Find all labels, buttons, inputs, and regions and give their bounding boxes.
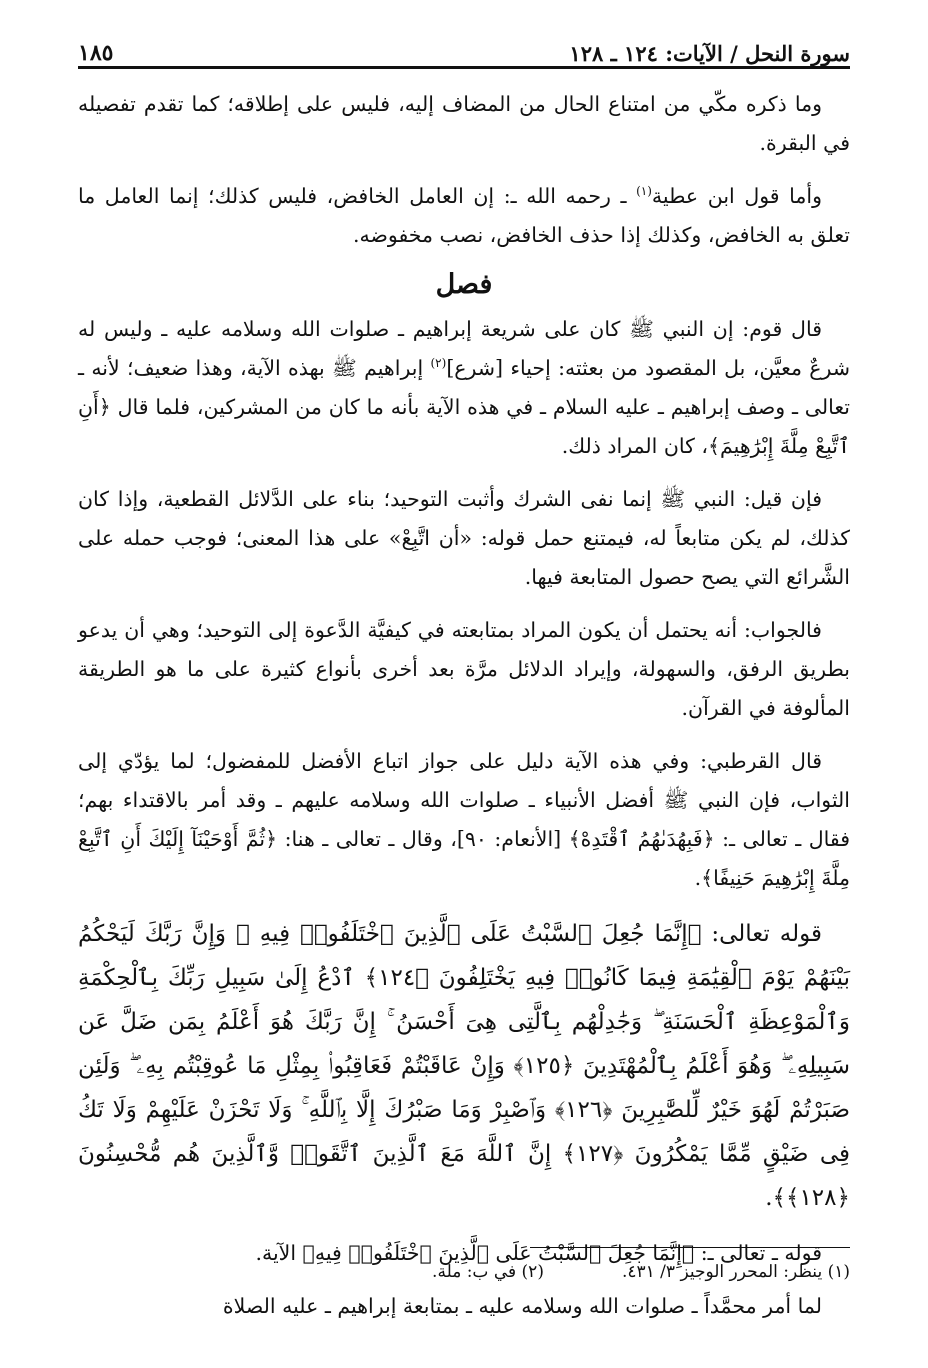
paragraph bbox=[78, 177, 850, 255]
footnote-2: (٢) في ب: ملة. bbox=[432, 1262, 544, 1282]
paragraph: قوله ـ تعالى ـ: ﴿إِنَّمَا جُعِلَ ٱلسَّبْتُ عَلَى ٱلَّذِينَ ٱخْتَلَفُوا۟ فِيهِ﴾ الآية. bbox=[255, 1241, 822, 1265]
quran-verses: قوله تعالى: ﴿إِنَّمَا جُعِلَ ٱلسَّبْتُ عَلَى ٱلَّذِينَ ٱخْتَلَفُوا۟ فِيهِ ۚ وَإِنَّ رَبَّكَ لَيَحْكُمُ بَيْنَهُمْ يَوْمَ ٱلْقِيَٰمَةِ فِيمَا كَانُوا۟ فِيهِ يَخْتَلِفُونَ ﴿١٢٤﴾ ٱدْعُ إِلَىٰ سَبِيلِ رَبِّكَ بِٱلْحِكْمَةِ وَٱلْمَوْعِظَةِ ٱلْحَسَنَةِ ۖ وَجَٰدِلْهُم بِٱلَّتِى هِىَ أَحْسَنُ ۚ إِنَّ رَبَّكَ هُوَ أَعْلَمُ بِمَن ضَلَّ عَن سَبِيلِهِۦ ۖ وَهُوَ أَعْلَمُ بِٱلْمُهْتَدِينَ ﴿١٢٥﴾ وَإِنْ عَاقَبْتُمْ فَعَاقِبُوا۟ بِمِثْلِ مَا عُوقِبْتُم بِهِۦ ۖ وَلَئِن صَبَرْتُمْ لَهُوَ خَيْرٌ لِّلصَّٰبِرِينَ ﴿١٢٦﴾ وَٱصْبِرْ وَمَا صَبْرُكَ إِلَّا بِٱللَّهِ ۚ وَلَا تَحْزَنْ عَلَيْهِمْ وَلَا تَكُ فِى ضَيْقٍ مِّمَّا يَمْكُرُونَ ﴿١٢٧﴾ إِنَّ ٱللَّهَ مَعَ ٱلَّذِينَ ٱتَّقَوا۟ وَّٱلَّذِينَ هُم مُّحْسِنُونَ ﴿١٢٨﴾﴾. bbox=[78, 921, 850, 1211]
page-number: ١٨٥ bbox=[78, 40, 114, 66]
section-heading: فصل bbox=[435, 269, 493, 300]
paragraph: فإن قيل: النبي ﷺ إنما نفى الشرك وأثبت التوحيد؛ بناء على الدَّلائل القطعية، وإذا كان كذلك، لم يكن متابعاً له، فيمتنع حمل قوله: «أن اتَّبِعْ» على هذا المعنى؛ فوجب حمله على الشَّرائع التي يصح حصول المتابعة فيها. bbox=[78, 487, 850, 589]
page-body bbox=[78, 85, 850, 1326]
paragraph: قال القرطبي: وفي هذه الآية دليل على جواز اتباع الأفضل للمفضول؛ لما يؤدّي إلى الثواب، فإن النبي ﷺ أفضل الأنبياء ـ صلوات الله وسلامه عليهم ـ وقد أمر بالاقتداء بهم؛ فقال ـ تعالى ـ: ﴿فَبِهُدَىٰهُمُ ٱقْتَدِهْ﴾ [الأنعام: ٩٠]، وقال ـ تعالى ـ هنا: ﴿ثُمَّ أَوْحَيْنَآ إِلَيْكَ أَنِ ٱتَّبِعْ مِلَّةَ إِبْرَٰهِيمَ حَنِيفًا﴾. bbox=[78, 749, 851, 890]
paragraph-text: ـ رحمه الله ـ: إن العامل الخافض، فليس كذلك؛ إنما العامل ما تعلق به الخافض، وكذلك إذا حذف الخافض، نصب مخفوضه. bbox=[78, 184, 850, 247]
footnote-ref: (١) bbox=[636, 184, 652, 199]
paragraph-text: وأما قول ابن عطية bbox=[651, 184, 823, 208]
footnote-row bbox=[78, 1262, 850, 1282]
paragraph bbox=[78, 310, 850, 466]
footnote-divider bbox=[530, 1247, 850, 1248]
paragraph-text: إبراهيم ﷺ بهذه الآية، وهذا ضعيف؛ لأنه ـ تعالى ـ وصف إبراهيم ـ عليه السلام ـ في هذه الآية بأنه ما كان من المشركين، فلما قال ﴿أَنِ ٱتَّبِعْ مِلَّةَ إِبْرَٰهِيمَ﴾، كان المراد ذلك. bbox=[78, 356, 850, 458]
paragraph: فالجواب: أنه يحتمل أن يكون المراد بمتابعته في كيفيَّة الدَّعوة إلى التوحيد؛ وهي أن يدعو بطريق الرفق، والسهولة، وإيراد الدلائل مرَّة بعد أخرى بأنواع كثيرة على ما هو الطريقة المألوفة في القرآن. bbox=[78, 618, 850, 720]
paragraph: لما أمر محمَّداً ـ صلوات الله وسلامه عليه ـ بمتابعة إبراهيم ـ عليه الصلاة bbox=[222, 1294, 822, 1318]
paragraph-text: قال قوم: إن النبي ﷺ كان على شريعة إبراهيم ـ صلوات الله وسلامه عليه ـ وليس له شرعٌ معيَّن، بل المقصود من بعثته: إحياء [شرع] bbox=[78, 317, 851, 380]
page bbox=[78, 30, 850, 1330]
paragraph: وما ذكره مكّي من امتناع الحال من المضاف إليه، فليس على إطلاقه؛ كما تقدم تفصيله في البقرة. bbox=[78, 92, 850, 155]
footnote-1: (١) ينظر: المحرر الوجيز ٣/ ٤٣١. bbox=[621, 1262, 850, 1282]
footnotes bbox=[78, 1247, 850, 1282]
footnote-ref: (٢) bbox=[430, 356, 447, 371]
surah-title: سورة النحل / الآيات: ١٢٤ ـ ١٢٨ bbox=[569, 41, 850, 66]
page-header bbox=[78, 30, 850, 69]
